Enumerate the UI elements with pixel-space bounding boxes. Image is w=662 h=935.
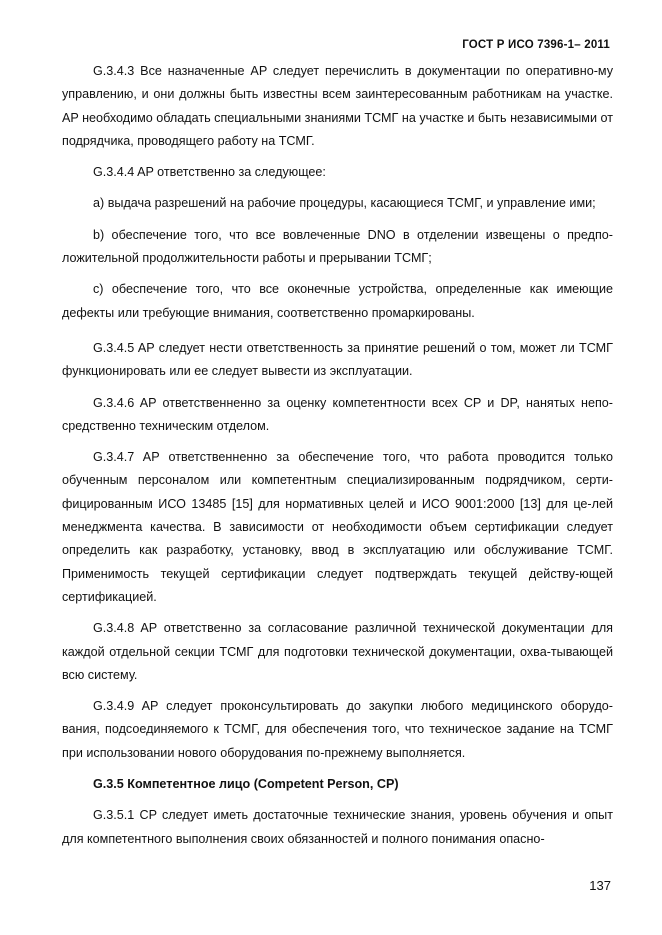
page-number: 137: [589, 878, 611, 893]
list-item-c: с) обеспечение того, что все оконечные устройства, определенные как имеющие дефекты или требующие внимания, соответственно промаркированы.: [62, 282, 613, 320]
paragraph-g3-4-4: G.3.4.4 AP ответственно за следующее:: [93, 165, 326, 180]
paragraph-g3-5-1: G.3.5.1 CP следует иметь достаточные технические знания, уровень обучения и опыт для компетентного выполнения своих обязанностей и полного понимания опасно-: [62, 808, 613, 846]
paragraph-g3-4-3: G.3.4.3 Все назначенные AP следует перечислить в документации по оперативно-му управлению, и они должны быть известны всем заинтересованным работникам на участке. AP необходимо обладать специальными знаниями ТСМГ на участке и быть независимыми от подрядчика, проводящего работу на ТСМГ.: [62, 64, 613, 148]
standard-header: ГОСТ Р ИСО 7396-1– 2011: [462, 39, 610, 51]
paragraph-g3-4-9: G.3.4.9 AP следует проконсультировать до закупки любого медицинского оборудо-вания, подсоединяемого к ТСМГ, для обеспечения того, что техническое задание на ТСМГ при использовании нового оборудования по-прежнему выполняется.: [62, 699, 613, 760]
paragraph-g3-4-5: G.3.4.5 AP следует нести ответственность за принятие решений о том, может ли ТСМГ функционировать или ее следует вывести из эксплуатации.: [62, 340, 613, 379]
list-item-b: b) обеспечение того, что все вовлеченные DNO в отделении извещены о предпо-ложительной продолжительности работы и прерывании ТСМГ;: [62, 227, 613, 266]
section-heading-g3-5: G.3.5 Компетентное лицо (Competent Person, CP): [93, 777, 399, 792]
paragraph-g3-4-7: G.3.4.7 AP ответственненно за обеспечение того, что работа проводится только обученным персоналом или компетентным специализированным подрядчиком, серти-фицированным ИСО 13485 [15] для нормативных целей и ИСО 9001:2000 [13] для це-лей менеджмента качества. В зависимости от необходимости объем сертификации следует определить как разработку, установку, ввод в эксплуатацию или обслуживание ТСМГ. Применимость текущей сертификации следует подтверждать текущей действу-ющей сертификацией.: [62, 450, 613, 604]
paragraph-g3-4-8: G.3.4.8 AP ответственно за согласование различной технической документации для каждой отдельной секции ТСМГ для подготовки технической документации, охва-тывающей всю систему.: [62, 621, 613, 682]
paragraph-g3-4-6: G.3.4.6 AP ответственненно за оценку компетентности всех CP и DP, нанятых непо-средственно техническим отделом.: [62, 395, 613, 433]
list-item-a: а) выдача разрешений на рабочие процедуры, касающиеся ТСМГ, и управление ими;: [93, 196, 596, 211]
document-body: [62, 60, 613, 851]
